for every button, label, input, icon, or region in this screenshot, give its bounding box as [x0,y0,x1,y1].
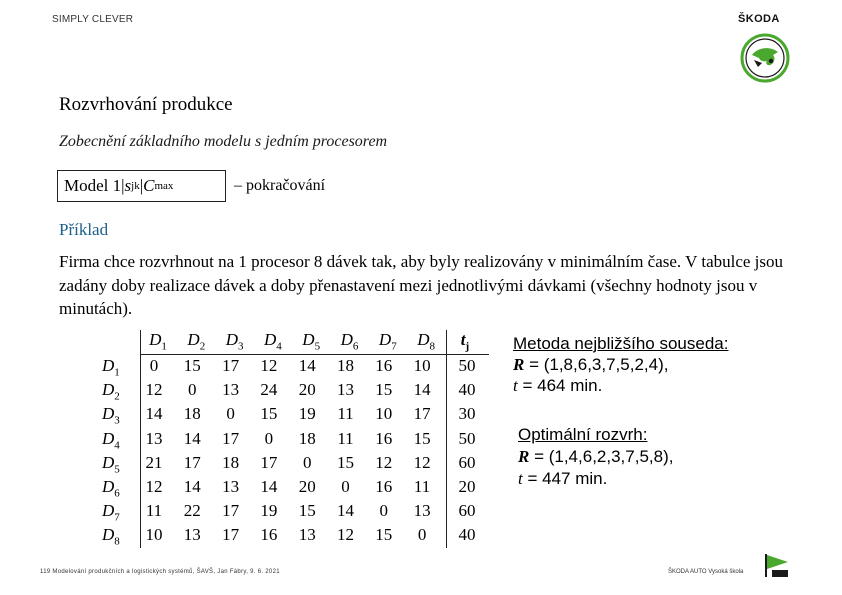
table-cell: 0 [149,356,159,375]
table-cell: 16 [375,356,393,375]
table-cell: 13 [145,428,163,448]
table-cell: 12 [145,380,163,400]
table-cell: 13 [298,525,316,545]
table-cell: 0 [188,380,197,400]
table-cell: 13 [183,525,201,545]
method-r-value: = (1,8,6,3,7,5,2,4), [524,355,669,374]
table-cell-t: 40 [458,525,476,545]
table-cell: 13 [413,501,431,521]
method-r-label: R [513,355,525,374]
method-t-value: = 464 min. [517,376,603,395]
column-header-d7: $D_7$ [378,330,397,353]
optimal-r-label: R [518,447,530,466]
optimal-t-value: = 447 min. [522,469,608,488]
method-r-line [513,354,728,375]
table-cell: 12 [413,452,431,472]
table-cell: 14 [183,428,201,448]
optimal-r-line [518,446,673,468]
row-label-d4: $D_4$ [102,428,120,451]
table-cell: 18 [337,356,354,375]
table-cell-t: 40 [458,380,476,400]
table-cell: 15 [183,356,201,375]
row-label-d6: $D_6$ [102,477,120,500]
table-cell: 10 [145,525,163,545]
table-cell: 17 [260,452,278,472]
table-cell-t: 60 [458,501,476,521]
table-cell: 18 [222,452,240,472]
table-cell: 17 [222,525,240,545]
column-header-d8: $D_8$ [417,330,435,353]
model-c: C [143,176,155,195]
model-notation [57,170,226,202]
table-cell: 12 [145,477,163,496]
table-cell: 18 [298,428,316,448]
row-label-d7: $D_7$ [102,501,120,524]
optimal-t-line [518,468,673,490]
table-cell: 18 [183,404,201,424]
row-label-d8: $D_8$ [102,525,120,548]
table-cell-t: 50 [458,356,476,375]
optimal-schedule-result [518,424,673,490]
table-cell: 15 [375,380,393,400]
nearest-neighbor-result [513,333,728,396]
table-cell: 17 [222,428,240,448]
row-label-d5: $D_5$ [102,452,120,476]
method-t-label: t [513,376,518,395]
table-cell: 14 [145,404,163,424]
brand-tagline: SIMPLY CLEVER [52,14,134,25]
column-header-d6: $D_6$ [340,330,359,353]
table-cell: 11 [413,477,431,496]
optimal-r-value: = (1,4,6,2,3,7,5,8), [529,447,674,466]
table-cell: 22 [183,501,201,521]
method-t-line [513,375,728,396]
table-cell: 19 [260,501,278,521]
model-s: s [124,176,132,195]
table-cell: 20 [298,380,316,400]
row-label-d3: $D_3$ [102,404,120,427]
brand-name: ŠKODA [738,13,780,25]
column-header-t: $t_j$ [460,330,470,353]
optimal-heading: Optimální rozvrh: [518,425,648,444]
table-cell-t: 60 [458,452,476,472]
footer-info: 119 Modelování produkčních a logistických systémů, ŠAVŠ, Jan Fábry, 9. 6. 2021 [40,569,280,575]
table-cell: 17 [413,404,431,424]
column-header-d5: $D_5$ [302,330,321,353]
optimal-t-label: t [518,469,523,488]
table-cell: 16 [375,477,393,496]
table-cell: 15 [413,428,431,448]
table-cell: 0 [264,428,274,448]
table-cell: 0 [302,452,312,472]
column-header-d1: $D_1$ [149,330,167,353]
footer-school: ŠKODA AUTO Vysoká škola [668,569,744,575]
table-cell: 21 [145,452,163,472]
table-cell: 16 [375,428,393,448]
table-cell: 13 [222,477,240,496]
model-bar: | [139,176,144,195]
table-cell: 24 [260,380,278,400]
table-cell: 14 [337,501,354,521]
table-cell: 0 [226,404,235,424]
table-cell: 0 [341,477,350,496]
column-header-d2: $D_2$ [187,330,206,353]
continuation-text: – pokračování [234,177,326,194]
table-cell: 15 [298,501,316,521]
table-cell: 0 [417,525,427,545]
table-cell: 13 [222,380,240,400]
example-heading: Příklad [59,220,109,239]
table-cell: 10 [413,356,431,375]
table-cell: 20 [298,477,316,496]
table-cell-t: 30 [458,404,476,424]
table-cell-t: 20 [458,477,476,496]
slide-subtitle: Zobecnění základního modelu s jedním procesorem [59,133,388,150]
row-label-d1: $D_1$ [102,356,120,379]
table-cell: 14 [298,356,316,375]
table-t-column-divider [446,330,447,548]
skoda-logo-icon [740,33,790,83]
model-s-sub: jk [131,180,140,192]
table-cell-t: 50 [458,428,476,448]
table-cell: 0 [379,501,389,521]
table-cell: 15 [375,525,393,545]
model-c-sub: max [154,180,174,192]
table-cell: 15 [260,404,278,424]
table-cell: 16 [260,525,278,545]
table-row-label-divider [140,330,141,548]
table-cell: 11 [337,428,354,448]
table-cell: 14 [260,477,278,496]
table-cell: 15 [337,452,354,472]
table-cell: 17 [222,501,240,521]
table-cell: 11 [337,404,354,424]
table-cell: 12 [375,452,393,472]
table-cell: 14 [413,380,431,400]
example-paragraph: Firma chce rozvrhnout na 1 procesor 8 dávek tak, aby byly realizovány v minimálním čase. V tabulce jsou zadány doby realizace dávek a doby přenastavení mezi jednotlivými dávkami (všechny hodnoty jsou v minutách). [59,252,784,318]
row-label-d2: $D_2$ [102,380,120,403]
table-cell: 13 [337,380,354,400]
table-cell: 17 [183,452,201,472]
table-cell: 12 [260,356,278,375]
slide-title: Rozvrhování produkce [59,94,233,115]
table-cell: 17 [222,356,240,375]
table-cell: 12 [337,525,354,545]
school-flag-icon [762,552,792,579]
column-header-d3: $D_3$ [225,330,244,353]
table-cell: 14 [183,477,201,496]
column-header-d4: $D_4$ [264,330,282,353]
table-cell: 10 [375,404,393,424]
model-prefix: Model 1| [64,176,125,195]
method-heading: Metoda nejbližšího souseda: [513,334,729,353]
table-cell: 11 [145,501,163,521]
table-header-divider [140,354,489,355]
table-cell: 19 [298,404,316,424]
